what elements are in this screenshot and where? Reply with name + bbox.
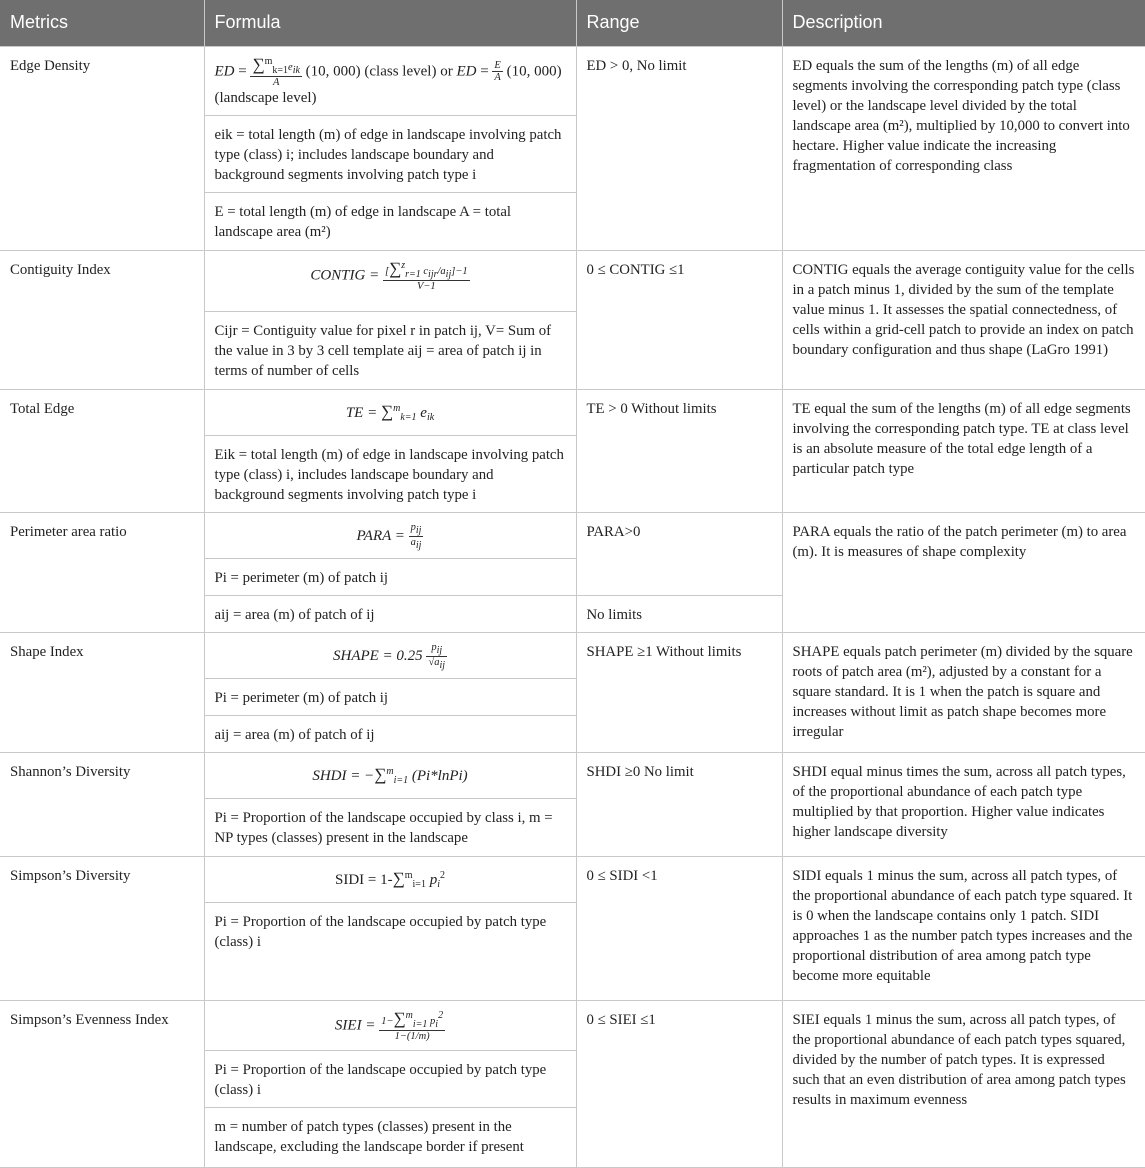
range-siei: 0 ≤ SIEI ≤1 [576,1000,782,1167]
def-ed-2: E = total length (m) of edge in landscape A = total landscape area (m²) [204,192,576,250]
formula-sidi: SIDI = 1-∑$^m_{i=1}$ $p_i^2$ [204,856,576,902]
range-sidi: 0 ≤ SIDI <1 [576,856,782,1000]
desc-siei: SIEI equals 1 minus the sum, across all patch types, of the proportional abundance of each patch types squared, divided by the number of patch types. It is expressed such that an even distribution of area among patch types results in maximum evenness [782,1000,1145,1167]
formula-ed-note: (landscape level) [214,89,317,106]
formula-shape: SHAPE = 0.25 $\frac{\text{pij}}{\text{√aij}}$ [204,632,576,678]
def-shape-1: Pi = perimeter (m) of patch ij [204,678,576,715]
metric-contig: Contiguity Index [0,250,204,389]
def-shape-2: aij = area (m) of patch of ij [204,715,576,752]
header-range: Range [576,0,782,46]
range-ed: ED > 0, No limit [576,46,782,250]
range-contig: 0 ≤ CONTIG ≤1 [576,250,782,389]
formula-ed: ED = $\frac{\text{∑mk=1eik}}{A}$ (10, 000) (class level) or ED = $\frac{E}{A}$ (10, 000) (landscape level) [204,46,576,115]
header-metrics: Metrics [0,0,204,46]
def-sidi-1: Pi = Proportion of the landscape occupied by patch type (class) i [204,902,576,1000]
formula-te: TE = ∑$^m_{k=1}$ $e_{ik}$ [204,389,576,435]
def-para-1: Pi = perimeter (m) of patch ij [204,558,576,595]
metric-te: Total Edge [0,389,204,512]
range-shape: SHAPE ≥1 Without limits [576,632,782,752]
def-siei-1: Pi = Proportion of the landscape occupied by patch type (class) i [204,1050,576,1107]
formula-shdi: SHDI = −∑$^m_{i=1}$ (Pi*lnPi) [204,752,576,798]
header-row [0,0,1145,46]
header-description: Description [782,0,1145,46]
desc-contig: CONTIG equals the average contiguity value for the cells in a patch minus 1, divided by the sum of the template value minus 1. It assesses the spatial connectedness, of cells within a grid-cell patch to provide an index on patch boundary configuration and thus shape (LaGro 1991) [782,250,1145,389]
desc-ed: ED equals the sum of the lengths (m) of all edge segments involving the corresponding patch type (class level) or the landscape level divided by the total landscape area (m²), multiplied by 10,000 to convert into hectare. Higher value indicate the increasing fragmentation of corresponding class [782,46,1145,250]
metric-sidi: Simpson’s Diversity [0,856,204,1000]
def-te-1: Eik = total length (m) of edge in landscape involving patch type (class) i, includes landscape boundary and background segments involving patch type i [204,435,576,512]
formula-siei: SIEI = $\frac{1-\sum mi=1 pi2}{1-(1/m)}$ [204,1000,576,1050]
range-para-2: No limits [576,595,782,632]
metric-ed: Edge Density [0,46,204,250]
metric-shape: Shape Index [0,632,204,752]
def-contig-1: Cijr = Contiguity value for pixel r in patch ij, V= Sum of the value in 3 by 3 cell template aij = area of patch ij in terms of number of cells [204,311,576,389]
desc-shdi: SHDI equal minus times the sum, across all patch types, of the proportional abundance of each patch type multiplied by that proportion. Higher value indicates higher landscape diversity [782,752,1145,856]
desc-para: PARA equals the ratio of the patch perimeter (m) to area (m). It is measures of shape complexity [782,512,1145,632]
range-te: TE > 0 Without limits [576,389,782,512]
metric-para: Perimeter area ratio [0,512,204,632]
def-siei-2: m = number of patch types (classes) present in the landscape, excluding the landscape border if present [204,1107,576,1167]
formula-ed-tail1: (10, 000) (class level) or [305,62,453,79]
metric-shdi: Shannon’s Diversity [0,752,204,856]
def-shdi-1: Pi = Proportion of the landscape occupied by class i, m = NP types (classes) present in the landscape [204,798,576,856]
desc-sidi: SIDI equals 1 minus the sum, across all patch types, of the proportional abundance of each patch type squared. It is 0 when the landscape contains only 1 patch. SIDI approaches 1 as the number patch types increases and the proportional distribution of area among patch type become more equitable [782,856,1145,1000]
range-shdi: SHDI ≥0 No limit [576,752,782,856]
formula-ed-tail2: (10, 000) [506,62,562,79]
desc-shape: SHAPE equals patch perimeter (m) divided by the square roots of patch area (m²), adjusted by a constant for a square standard. It is 1 when the patch is square and increases without limit as patch shape becomes more irregular [782,632,1145,752]
formula-para: PARA = $\frac{\text{pij}}{\text{aij}}$ [204,512,576,558]
def-ed-1: eik = total length (m) of edge in landscape involving patch type (class) i; includes landscape boundary and background segments involving patch type i [204,115,576,192]
def-para-2: aij = area (m) of patch of ij [204,595,576,632]
header-formula: Formula [204,0,576,46]
metric-siei: Simpson’s Evenness Index [0,1000,204,1167]
desc-te: TE equal the sum of the lengths (m) of all edge segments involving the corresponding patch type. TE at class level is an absolute measure of the total edge length of a particular patch type [782,389,1145,512]
range-para: PARA>0 [576,512,782,595]
formula-contig: CONTIG = $\frac{\text{[∑zr=1 cijr/aij]−1}}{V-1}$ [204,250,576,311]
